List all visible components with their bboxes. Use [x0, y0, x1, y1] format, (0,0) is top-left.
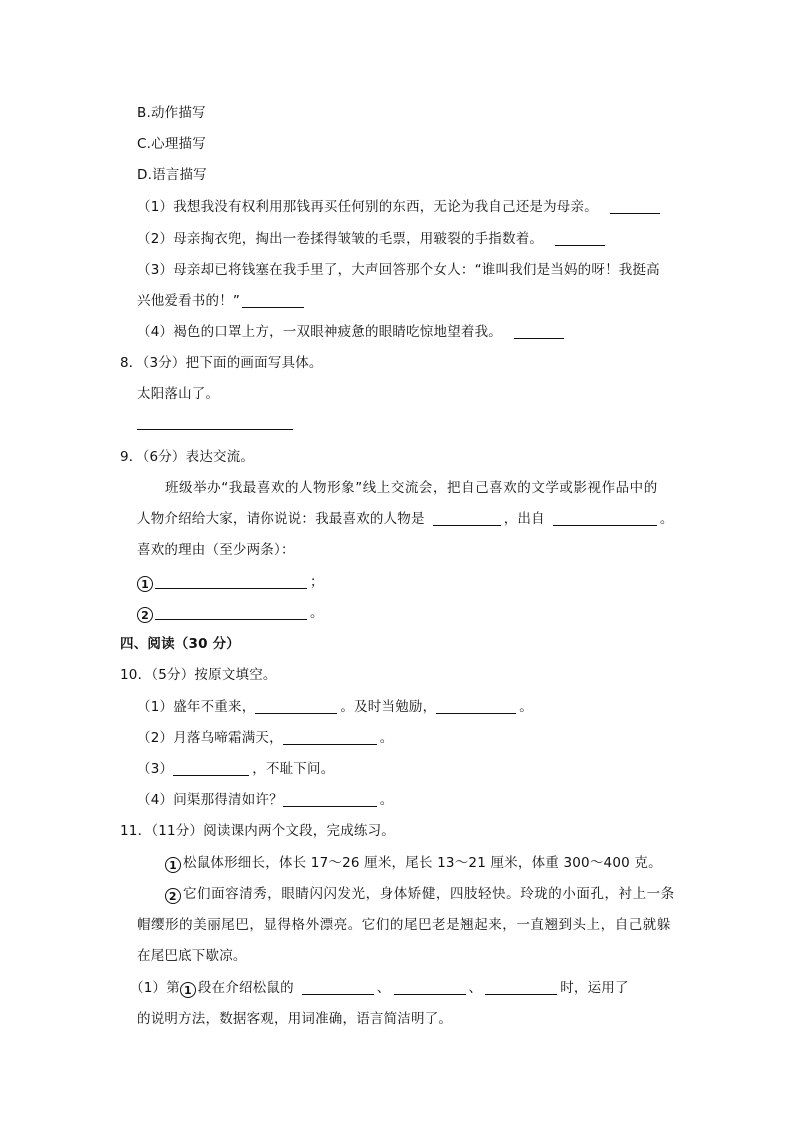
circled-number: 2 [165, 888, 181, 904]
option-c: C.心理描写 [137, 136, 206, 152]
q8-answer-line[interactable] [137, 429, 293, 430]
section-heading: 四、阅读（30 分） [120, 636, 240, 652]
answer-blank[interactable] [436, 699, 516, 714]
reason-1-blank[interactable] [155, 574, 307, 589]
q8-title: 8．（3分）把下面的画面写具体。 [120, 355, 323, 371]
circled-number: 1 [180, 982, 196, 998]
q10-item-1: （1）盛年不重来， 。及时当勉励， 。 [137, 699, 533, 715]
answer-blank[interactable] [242, 293, 304, 308]
q9-reason-1: 1 ； [137, 572, 324, 592]
option-d: D.语言描写 [137, 167, 207, 183]
q7-item-3-cont: 兴他爱看书的！” [137, 291, 307, 311]
q7-item-3: （3）母亲却已将钱塞在我手里了，大声回答那个女人：“谁叫我们是当妈的呀！我挺高 [137, 262, 660, 278]
circled-number: 2 [137, 607, 153, 623]
answer-blank[interactable] [514, 324, 564, 339]
q10-title: 10．（5分）按原文填空。 [120, 667, 277, 683]
q11-paragraph-1: 1 松鼠体形细长，体长 17～26 厘米，尾长 13～21 厘米，体重 300～400 克。 [165, 853, 662, 873]
reason-2-blank[interactable] [155, 605, 307, 620]
answer-blank[interactable] [283, 730, 377, 745]
answer-blank[interactable] [255, 699, 337, 714]
answer-blank[interactable] [610, 199, 660, 214]
q10-item-4: （4）问渠那得清如许？ 。 [137, 792, 394, 808]
q9-line3: 喜欢的理由（至少两条）： [137, 542, 295, 558]
q11-sub-1: （1）第 1 段在介绍松鼠的 、 、 时，运用了 [130, 980, 629, 997]
q7-item-2: （2）母亲掏衣兜，掏出一卷揉得皱皱的毛票，用皲裂的手指数着。 [137, 229, 608, 249]
answer-blank[interactable] [485, 980, 557, 995]
answer-blank[interactable] [173, 761, 249, 776]
answer-blank[interactable] [394, 980, 466, 995]
circled-number: 1 [137, 576, 153, 592]
q7-item-1: （1）我想我没有权利用那钱再买任何别的东西，无论为我自己还是为母亲。 [137, 197, 663, 217]
q11-sub-1-cont: 的说明方法，数据客观，用词准确，语言简洁明了。 [137, 1011, 453, 1027]
q7-item-4: （4）褐色的口罩上方，一双眼神疲惫的眼睛吃惊地望着我。 [137, 322, 567, 342]
answer-blank[interactable] [283, 792, 377, 807]
source-work-blank[interactable] [553, 511, 657, 526]
q11-paragraph-2-line-3: 在尾巴底下歇凉。 [137, 948, 247, 964]
favorite-character-blank[interactable] [433, 511, 501, 526]
q10-item-3: （3） ，不耻下问。 [137, 761, 335, 777]
q11-title: 11．（11分）阅读课内两个文段，完成练习。 [120, 823, 396, 839]
answer-blank[interactable] [555, 231, 605, 246]
q10-item-2: （2）月落乌啼霜满天， 。 [137, 730, 394, 746]
q9-line1: 班级举办“我最喜欢的人物形象”线上交流会，把自己喜欢的文学或影视作品中的 [165, 480, 658, 496]
q9-title: 9．（6分）表达交流。 [120, 449, 255, 465]
answer-blank[interactable] [302, 980, 374, 995]
option-b: B.动作描写 [137, 105, 206, 121]
q11-paragraph-2-line-2: 帽缨形的美丽尾巴，显得格外漂亮。它们的尾巴老是翘起来，一直翘到头上，自己就躲 [137, 917, 671, 933]
circled-number: 1 [165, 857, 181, 873]
q11-paragraph-2-line-1: 2 它们面容清秀，眼睛闪闪发光，身体矫健，四肢轻快。玲珑的小面孔，衬上一条 [165, 884, 675, 904]
q9-reason-2: 2 。 [137, 603, 324, 623]
q8-prompt: 太阳落山了。 [137, 386, 220, 402]
q9-line2: 人物介绍给大家，请你说说：我最喜欢的人物是 ，出自 。 [137, 511, 674, 527]
